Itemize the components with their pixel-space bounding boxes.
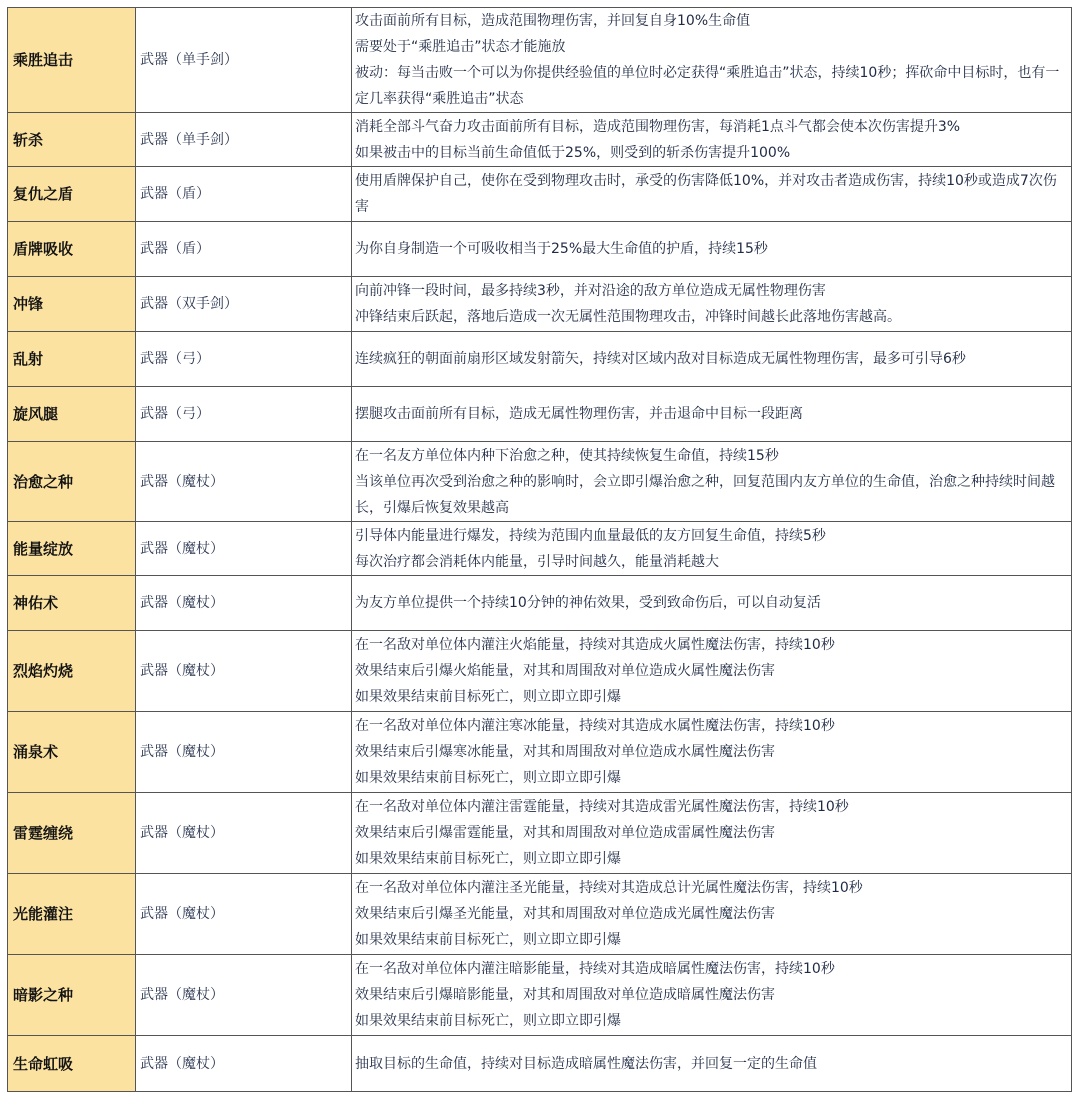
- skill-description-cell[interactable]: [352, 277, 1072, 332]
- skill-name-cell[interactable]: 斩杀: [8, 113, 136, 167]
- description-line: 如果被击中的目标当前生命值低于25%，则受到的斩杀伤害提升100%: [355, 144, 791, 161]
- description-line: 攻击面前所有目标，造成范围物理伤害，并回复自身10%生命值: [355, 13, 751, 29]
- table-row: [8, 955, 1072, 1036]
- table-row: [8, 522, 1072, 576]
- skill-name-cell[interactable]: 雷霆缠绕: [8, 793, 136, 874]
- skill-type-cell[interactable]: 武器（魔杖）: [136, 442, 352, 522]
- skill-type-cell[interactable]: 武器（盾）: [136, 222, 352, 277]
- description-line: 当该单位再次受到治愈之种的影响时，会立即引爆治愈之种，回复范围内友方单位的生命值，治愈之种持续时间越长，引爆后恢复效果越高: [355, 473, 1055, 516]
- description-line: 在一名敌对单位体内灌注暗影能量，持续对其造成暗属性魔法伤害，持续10秒: [355, 961, 835, 977]
- description-line: 连续疯狂的朝面前扇形区域发射箭矢，持续对区域内敌对目标造成无属性物理伤害，最多可引导6秒: [355, 351, 966, 367]
- skill-description-cell[interactable]: [352, 793, 1072, 874]
- skill-name-cell[interactable]: 乘胜追击: [8, 8, 136, 113]
- skill-type-cell[interactable]: 武器（单手剑）: [136, 113, 352, 167]
- table-row: [8, 631, 1072, 712]
- description-line: 使用盾牌保护自己，使你在受到物理攻击时，承受的伤害降低10%，并对攻击者造成伤害，持续10秒或造成7次伤害: [355, 173, 1057, 215]
- table-row: [8, 387, 1072, 442]
- description-line: 效果结束后引爆寒冰能量，对其和周围敌对单位造成水属性魔法伤害: [355, 744, 775, 760]
- description-line: 在一名敌对单位体内灌注寒冰能量，持续对其造成水属性魔法伤害，持续10秒: [355, 718, 835, 734]
- description-line: 为你自身制造一个可吸收相当于25%最大生命值的护盾，持续15秒: [355, 241, 768, 257]
- skill-type-cell[interactable]: 武器（单手剑）: [136, 8, 352, 113]
- skill-description-cell[interactable]: [352, 387, 1072, 442]
- table-row: [8, 222, 1072, 277]
- skill-description-cell[interactable]: [352, 442, 1072, 522]
- table-row: [8, 1036, 1072, 1092]
- skill-description-cell[interactable]: [352, 8, 1072, 113]
- description-line: 如果效果结束前目标死亡，则立即立即引爆: [355, 1013, 621, 1029]
- description-line: 效果结束后引爆圣光能量，对其和周围敌对单位造成光属性魔法伤害: [355, 906, 775, 922]
- description-line: 如果效果结束前目标死亡，则立即立即引爆: [355, 689, 621, 705]
- skill-description-cell[interactable]: [352, 712, 1072, 793]
- description-line: 在一名敌对单位体内灌注雷霆能量，持续对其造成雷光属性魔法伤害，持续10秒: [355, 799, 849, 815]
- description-line: 被动：每当击败一个可以为你提供经验值的单位时必定获得“乘胜追击”状态，持续10秒；挥砍命中目标时，也有一定几率获得“乘胜追击”状态: [355, 65, 1060, 107]
- skill-type-cell[interactable]: 武器（魔杖）: [136, 793, 352, 874]
- description-line: 效果结束后引爆火焰能量，对其和周围敌对单位造成火属性魔法伤害: [355, 663, 775, 679]
- skill-description-cell[interactable]: [352, 631, 1072, 712]
- table-row: [8, 113, 1072, 167]
- description-line: 消耗全部斗气奋力攻击面前所有目标，造成范围物理伤害，每消耗1点斗气都会使本次伤害提升3%: [355, 118, 961, 135]
- description-line: 效果结束后引爆暗影能量，对其和周围敌对单位造成暗属性魔法伤害: [355, 987, 775, 1003]
- description-line: 抽取目标的生命值，持续对目标造成暗属性魔法伤害，并回复一定的生命值: [355, 1055, 817, 1072]
- skill-type-cell[interactable]: 武器（魔杖）: [136, 522, 352, 576]
- table-row: [8, 8, 1072, 113]
- skill-type-cell[interactable]: 武器（弓）: [136, 332, 352, 387]
- skill-description-cell[interactable]: [352, 222, 1072, 277]
- skill-name-cell[interactable]: 复仇之盾: [8, 167, 136, 222]
- skill-description-cell[interactable]: [352, 955, 1072, 1036]
- skill-name-cell[interactable]: 暗影之种: [8, 955, 136, 1036]
- skill-name-cell[interactable]: 光能灌注: [8, 874, 136, 955]
- skill-name-cell[interactable]: 旋风腿: [8, 387, 136, 442]
- table-row: [8, 874, 1072, 955]
- description-line: 摆腿攻击面前所有目标，造成无属性物理伤害，并击退命中目标一段距离: [355, 406, 803, 422]
- skill-name-cell[interactable]: 盾牌吸收: [8, 222, 136, 277]
- table-row: [8, 332, 1072, 387]
- skill-name-cell[interactable]: 冲锋: [8, 277, 136, 332]
- description-line: 在一名敌对单位体内灌注圣光能量，持续对其造成总计光属性魔法伤害，持续10秒: [355, 880, 863, 896]
- skill-name-cell[interactable]: 乱射: [8, 332, 136, 387]
- table-row: [8, 793, 1072, 874]
- description-line: 每次治疗都会消耗体内能量，引导时间越久，能量消耗越大: [355, 553, 719, 570]
- skill-type-cell[interactable]: 武器（双手剑）: [136, 277, 352, 332]
- skill-description-cell[interactable]: [352, 874, 1072, 955]
- skill-type-cell[interactable]: 武器（魔杖）: [136, 1036, 352, 1092]
- skills-table-body: [8, 8, 1072, 1092]
- skill-name-cell[interactable]: 涌泉术: [8, 712, 136, 793]
- table-row: [8, 277, 1072, 332]
- skill-type-cell[interactable]: 武器（魔杖）: [136, 712, 352, 793]
- table-row: [8, 576, 1072, 631]
- description-line: 向前冲锋一段时间，最多持续3秒，并对沿途的敌方单位造成无属性物理伤害: [355, 283, 826, 299]
- description-line: 在一名敌对单位体内灌注火焰能量，持续对其造成火属性魔法伤害，持续10秒: [355, 637, 835, 653]
- skill-name-cell[interactable]: 烈焰灼烧: [8, 631, 136, 712]
- table-row: [8, 442, 1072, 522]
- skill-type-cell[interactable]: 武器（魔杖）: [136, 874, 352, 955]
- table-row: [8, 167, 1072, 222]
- description-line: 为友方单位提供一个持续10分钟的神佑效果，受到致命伤后，可以自动复活: [355, 595, 821, 611]
- description-line: 如果效果结束前目标死亡，则立即立即引爆: [355, 851, 621, 867]
- skill-type-cell[interactable]: 武器（弓）: [136, 387, 352, 442]
- skill-description-cell[interactable]: [352, 167, 1072, 222]
- description-line: 需要处于“乘胜追击”状态才能施放: [355, 39, 566, 55]
- skill-name-cell[interactable]: 治愈之种: [8, 442, 136, 522]
- description-line: 效果结束后引爆雷霆能量，对其和周围敌对单位造成雷属性魔法伤害: [355, 825, 775, 841]
- table-row: [8, 712, 1072, 793]
- skill-name-cell[interactable]: 能量绽放: [8, 522, 136, 576]
- description-line: 如果效果结束前目标死亡，则立即立即引爆: [355, 770, 621, 786]
- skill-type-cell[interactable]: 武器（魔杖）: [136, 955, 352, 1036]
- skill-type-cell[interactable]: 武器（盾）: [136, 167, 352, 222]
- skill-type-cell[interactable]: 武器（魔杖）: [136, 576, 352, 631]
- skill-name-cell[interactable]: 神佑术: [8, 576, 136, 631]
- skill-type-cell[interactable]: 武器（魔杖）: [136, 631, 352, 712]
- skill-description-cell[interactable]: [352, 522, 1072, 576]
- description-line: 在一名友方单位体内种下治愈之种，使其持续恢复生命值，持续15秒: [355, 447, 779, 464]
- skill-description-cell[interactable]: [352, 113, 1072, 167]
- skill-name-cell[interactable]: 生命虹吸: [8, 1036, 136, 1092]
- skill-description-cell[interactable]: [352, 332, 1072, 387]
- description-line: 如果效果结束前目标死亡，则立即立即引爆: [355, 932, 621, 948]
- skill-description-cell[interactable]: [352, 1036, 1072, 1092]
- skills-table: [7, 7, 1072, 1092]
- description-line: 引导体内能量进行爆发，持续为范围内血量最低的友方回复生命值，持续5秒: [355, 527, 826, 544]
- description-line: 冲锋结束后跃起，落地后造成一次无属性范围物理攻击，冲锋时间越长此落地伤害越高。: [355, 309, 901, 325]
- skill-description-cell[interactable]: [352, 576, 1072, 631]
